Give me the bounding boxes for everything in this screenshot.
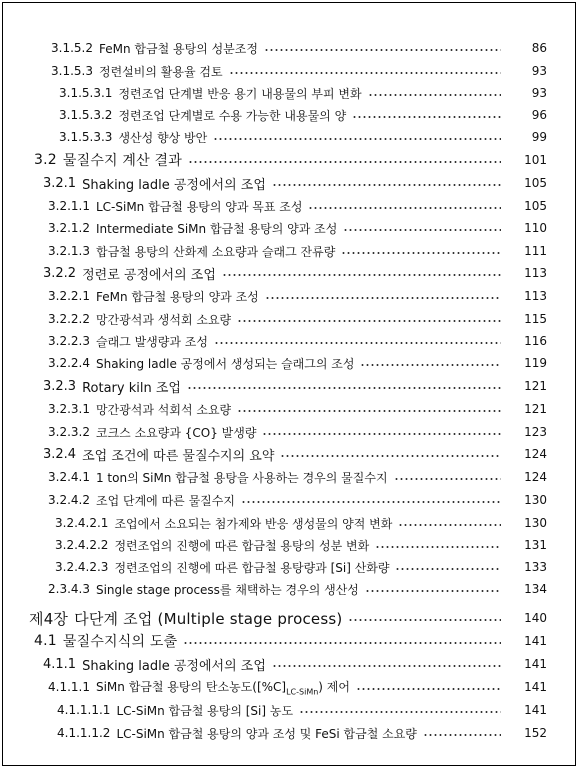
page-number: 113 — [524, 266, 547, 280]
section-title-text: FeMn 합금철 용탕의 성분조정 — [98, 41, 258, 56]
toc-entry[interactable] — [3, 488, 575, 512]
dot-leader — [272, 665, 501, 667]
page-number: 141 — [524, 680, 547, 694]
section-title-text: 정련설비의 활용율 검토 — [98, 64, 223, 79]
section-number: 3.2.4.2.2 — [55, 538, 109, 552]
toc-entry[interactable] — [3, 511, 575, 535]
section-number: 3.1.5.2 — [51, 41, 93, 55]
toc-entry[interactable] — [3, 261, 575, 285]
dot-leader — [265, 297, 501, 299]
section-title — [96, 311, 231, 328]
section-title — [82, 655, 266, 674]
toc-entry[interactable] — [3, 675, 575, 699]
page-number: 130 — [524, 493, 547, 507]
section-title-text: 물질수지 계산 결과 — [62, 153, 182, 169]
toc-entry[interactable] — [3, 420, 575, 444]
toc-entry[interactable] — [3, 81, 575, 105]
dot-leader — [237, 320, 501, 322]
section-title — [116, 725, 416, 742]
section-title — [82, 445, 274, 464]
dot-leader — [183, 642, 501, 644]
section-number: 3.2.2.2 — [48, 312, 90, 326]
section-title-text: 정련조업의 진행에 따른 합금철 용탕의 성분 변화 — [114, 538, 370, 553]
section-number: 3.2.3 — [43, 378, 77, 394]
section-number: 3.2.1.3 — [48, 244, 90, 258]
page-number: 113 — [524, 289, 547, 303]
section-number: 3.2.2 — [43, 265, 77, 281]
dot-leader — [213, 138, 501, 140]
toc-entry[interactable] — [3, 125, 575, 149]
section-title — [118, 129, 207, 146]
dot-leader — [341, 252, 501, 254]
section-title-text: Shaking ladle 공정에서의 조업 — [82, 177, 266, 193]
toc-entry[interactable] — [3, 374, 575, 398]
section-title-text: 합금철 용탕의 산화제 소요량과 슬래그 잔류량 — [95, 244, 336, 259]
section-number: 3.1.5.3.1 — [59, 86, 113, 100]
section-title — [96, 198, 302, 215]
section-title-text: 정련조업 단계별 반응 용기 내용물의 부피 변화 — [118, 86, 362, 101]
section-title-text: 1 ton의 SiMn 합금철 용탕을 사용하는 경우의 물질수지 — [95, 470, 388, 485]
toc-entry[interactable] — [3, 103, 575, 127]
section-title — [96, 424, 256, 441]
page-number: 121 — [524, 402, 547, 416]
toc-entry[interactable] — [3, 59, 575, 83]
dot-leader — [360, 364, 501, 366]
section-title-text: 다단계 조업 (Multiple stage process) — [74, 609, 343, 628]
page-number: 124 — [524, 447, 547, 461]
section-number: 3.2.4.2.3 — [55, 560, 109, 574]
dot-leader — [352, 116, 501, 118]
section-number: 3.2 — [34, 152, 57, 168]
page-frame — [2, 2, 576, 766]
page-number: 93 — [531, 86, 547, 100]
toc-entry[interactable] — [3, 148, 575, 172]
section-number: 4.1.1.1 — [48, 680, 90, 694]
page-number: 121 — [524, 379, 547, 393]
page-number: 99 — [531, 130, 547, 144]
toc-entry[interactable] — [3, 721, 575, 745]
section-title-text: 조업 단계에 따른 물질수지 — [95, 493, 235, 508]
section-number: 3.1.5.3.2 — [59, 108, 113, 122]
dot-leader — [348, 619, 501, 621]
section-title — [74, 608, 342, 629]
page-number: 86 — [531, 41, 547, 55]
page-number: 101 — [524, 153, 547, 167]
dot-leader — [368, 94, 501, 96]
section-number: 3.2.2.1 — [48, 289, 90, 303]
page-number: 123 — [524, 425, 547, 439]
toc-entry[interactable] — [3, 606, 575, 630]
toc-entry[interactable] — [3, 239, 575, 263]
page-number: 116 — [524, 334, 547, 348]
page-number: 131 — [524, 538, 547, 552]
toc-entry[interactable] — [3, 629, 575, 653]
section-title-text: Intermediate SiMn 합금철 용탕의 양과 조성 — [95, 221, 338, 236]
page-number: 141 — [524, 657, 547, 671]
section-title — [82, 174, 266, 193]
section-title — [116, 702, 293, 719]
section-title — [96, 220, 337, 237]
toc-entry[interactable] — [3, 307, 575, 331]
toc-entry[interactable] — [3, 351, 575, 375]
dot-leader — [262, 433, 501, 435]
page-number: 105 — [524, 199, 547, 213]
section-number: 2.3.4.3 — [48, 582, 90, 596]
toc-entry[interactable] — [3, 171, 575, 195]
section-title-text: FeMn 합금철 용탕의 양과 조성 — [95, 289, 259, 304]
section-number: 4.1.1 — [43, 656, 77, 672]
section-title — [114, 515, 392, 532]
section-title — [96, 243, 335, 260]
section-title — [96, 355, 354, 372]
toc-entry[interactable] — [3, 577, 575, 601]
page-number: 115 — [524, 312, 547, 326]
toc-entry[interactable] — [3, 284, 575, 308]
dot-leader — [187, 387, 501, 389]
page-number: 141 — [524, 703, 547, 717]
toc-entry[interactable] — [3, 397, 575, 421]
page-number: 134 — [524, 582, 547, 596]
section-title-text-end: ) 제어 — [318, 679, 350, 694]
toc-entry[interactable] — [3, 194, 575, 218]
dot-leader — [423, 734, 501, 736]
section-title-text: 정련조업 단계별로 수용 가능한 내용물의 양 — [118, 108, 347, 123]
section-title — [118, 85, 361, 102]
section-number: 3.2.4.2 — [48, 493, 90, 507]
toc-entry[interactable] — [3, 216, 575, 240]
dot-leader — [264, 49, 501, 51]
section-number: 4.1 — [34, 633, 57, 649]
section-title-text: LC-SiMn 합금철 용탕의 양과 목표 조성 — [95, 199, 303, 214]
section-number: 3.2.1.1 — [48, 199, 90, 213]
page-number: 130 — [524, 516, 547, 530]
section-title-text: LC-SiMn 합금철 용탕의 양과 조성 및 FeSi 합금철 소요량 — [116, 726, 417, 741]
page-number: 140 — [524, 611, 547, 625]
dot-leader — [375, 546, 501, 548]
dot-leader — [188, 161, 501, 163]
section-title-text: SiMn 합금철 용탕의 탄소농도([%C] — [95, 679, 287, 694]
section-title — [96, 581, 359, 598]
page-number: 93 — [531, 64, 547, 78]
toc-entry[interactable] — [3, 329, 575, 353]
section-title — [63, 631, 177, 651]
page-number: 105 — [524, 176, 547, 190]
section-title-text: 망간광석과 석회석 소요량 — [95, 402, 232, 417]
dot-leader — [299, 711, 501, 713]
section-title-subscript: LC-SiMn — [286, 687, 319, 697]
page-number: 111 — [524, 244, 547, 258]
section-title-text: 조업 조건에 따른 물질수지의 요약 — [82, 448, 275, 464]
page-number: 119 — [524, 356, 547, 370]
toc-entry[interactable] — [3, 442, 575, 466]
section-title-text: Single stage process를 채택하는 경우의 생산성 — [95, 582, 359, 597]
dot-leader — [356, 688, 501, 690]
page-number: 110 — [524, 221, 547, 235]
dot-leader — [395, 568, 501, 570]
section-number: 3.2.4.2.1 — [55, 516, 109, 530]
dot-leader — [343, 229, 501, 231]
section-number: 3.2.1 — [43, 175, 77, 191]
section-title-text: LC-SiMn 합금철 용탕의 [Si] 농도 — [116, 703, 294, 718]
dot-leader — [237, 410, 501, 412]
dot-leader — [365, 590, 501, 592]
section-title-text: 슬래그 발생량과 조성 — [95, 334, 208, 349]
dot-leader — [222, 274, 501, 276]
section-title-text: 정련로 공정에서의 조업 — [82, 267, 216, 283]
section-title-text: Rotary kiln 조업 — [82, 380, 181, 396]
section-title — [96, 401, 231, 418]
toc-entry[interactable] — [3, 465, 575, 489]
section-title-text: 물질수지식의 도출 — [62, 634, 178, 650]
toc-entry[interactable] — [3, 698, 575, 722]
section-title — [118, 107, 346, 124]
section-title — [82, 377, 181, 396]
section-title — [96, 678, 350, 696]
toc-entry[interactable] — [3, 533, 575, 557]
section-title — [96, 492, 235, 509]
section-title — [82, 264, 216, 283]
page-number: 141 — [524, 634, 547, 648]
section-number: 3.2.3.1 — [48, 402, 90, 416]
section-title — [96, 288, 259, 305]
section-number: 3.2.3.2 — [48, 425, 90, 439]
section-title-text: 코크스 소요량과 {CO} 발생량 — [95, 425, 257, 440]
section-title-text: Shaking ladle 공정에서 생성되는 슬래그의 조성 — [95, 356, 355, 371]
section-number: 제4장 — [29, 609, 69, 628]
dot-leader — [214, 342, 501, 344]
section-title — [114, 537, 369, 554]
section-number: 3.2.1.2 — [48, 221, 90, 235]
dot-leader — [280, 455, 501, 457]
section-title — [96, 469, 388, 486]
dot-leader — [308, 207, 501, 209]
section-number: 4.1.1.1.2 — [57, 726, 111, 740]
page-number: 96 — [531, 108, 547, 122]
section-title-text: 정련조업의 진행에 따른 합금철 용탕량과 [Si] 산화량 — [114, 560, 390, 575]
section-number: 3.2.2.4 — [48, 356, 90, 370]
toc-entry[interactable] — [3, 555, 575, 579]
page-number: 133 — [524, 560, 547, 574]
section-title — [99, 40, 258, 57]
page-number: 124 — [524, 470, 547, 484]
section-title — [99, 63, 223, 80]
section-number: 3.1.5.3.3 — [59, 130, 113, 144]
dot-leader — [272, 184, 501, 186]
section-number: 3.2.2.3 — [48, 334, 90, 348]
section-title-text: Shaking ladle 공정에서의 조업 — [82, 658, 266, 674]
section-title — [63, 150, 182, 170]
section-title — [96, 333, 208, 350]
section-number: 3.2.4 — [43, 446, 77, 462]
page-number: 152 — [524, 726, 547, 740]
section-title — [114, 559, 389, 576]
section-title-text: 생산성 향상 방안 — [118, 130, 208, 145]
dot-leader — [229, 72, 501, 74]
section-title-text: 조업에서 소요되는 첨가제와 반응 생성물의 양적 변화 — [114, 516, 393, 531]
section-number: 3.2.4.1 — [48, 470, 90, 484]
toc-entry[interactable] — [3, 652, 575, 676]
section-number: 4.1.1.1.1 — [57, 703, 111, 717]
section-title-text: 망간광석과 생석회 소요량 — [95, 312, 232, 327]
dot-leader — [398, 524, 501, 526]
dot-leader — [394, 478, 501, 480]
section-number: 3.1.5.3 — [51, 64, 93, 78]
dot-leader — [241, 501, 501, 503]
toc-entry[interactable] — [3, 36, 575, 60]
